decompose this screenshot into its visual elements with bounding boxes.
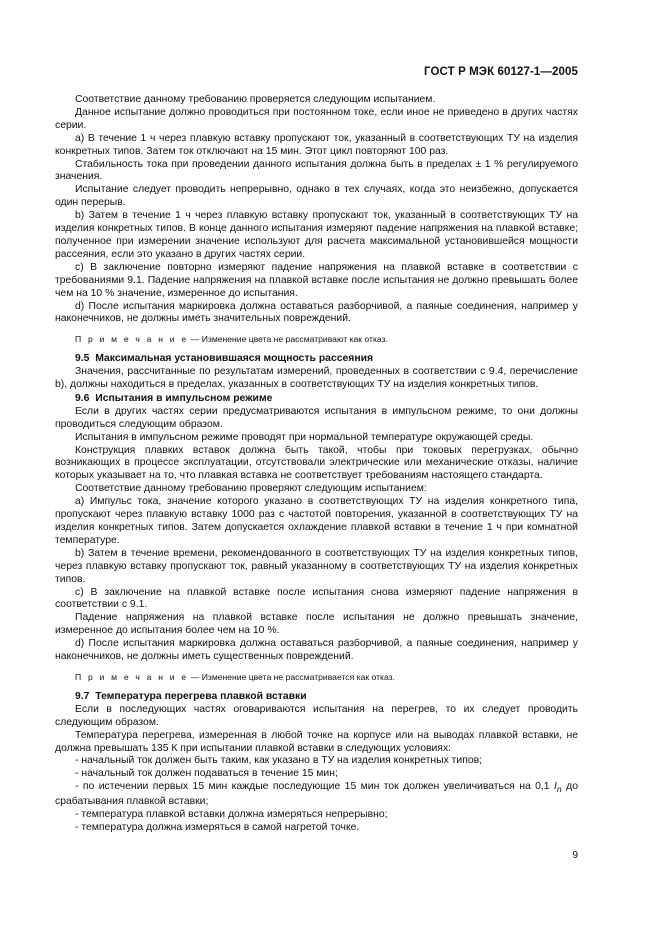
- paragraph: b) Затем в течение 1 ч через плавкую вставку пропускают ток, указанный в соответствующих ТУ на изделия конкретных типов. В конце данного испытания измеряют падение напряжения на плавкой вставке; полученное при измерении значение используют для расчета максимальной установившейся мощности рассеяния, если это указано в других частях серии.: [55, 210, 578, 260]
- current-symbol: I: [554, 781, 557, 793]
- section-heading: [55, 353, 578, 366]
- section-title: Температура перегрева плавкой вставки: [95, 690, 307, 702]
- paragraph: Испытания в импульсном режиме проводят при нормальной температуре окружающей среды.: [75, 431, 534, 443]
- paragraph: Если в других частях серии предусматриваются испытания в импульсном режиме, то они должны проводиться следующим образом.: [55, 405, 578, 430]
- section-heading: [55, 691, 578, 704]
- document-code-header: ГОСТ Р МЭК 60127-1—2005: [424, 66, 578, 78]
- paragraph: Падение напряжения на плавкой вставке после испытания не должно превышать значение, измеренное до испытания более чем на 10 %.: [55, 612, 578, 637]
- paragraph: b) Затем в течение времени, рекомендованного в соответствующих ТУ на изделия конкретных типов, через плавкую вставку пропускают ток, равный указанному в соответствующих ТУ на изделия конкретных типов.: [55, 547, 578, 585]
- list-item: - температура плавкой вставки должна измеряться непрерывно;: [75, 809, 388, 821]
- paragraph: Конструкция плавких вставок должна быть такой, чтобы при токовых перегрузках, обычно возникающих в процессе эксплуатации, отсутствовали электрические или механические отказы, наличие которых указывает на то, что плавкая вставка не соответствует требованиям настоящего стандарта.: [55, 444, 578, 482]
- paragraph: Соответствие данному требованию проверяется следующим испытанием.: [75, 94, 436, 105]
- list-item: - начальный ток должен подаваться в течение 15 мин;: [75, 768, 338, 780]
- section-number: 9.5: [75, 353, 90, 365]
- note-text: — Изменение цвета не рассматривается как отказ.: [190, 671, 395, 682]
- paragraph: Значения, рассчитанные по результатам измерений, проведенных в соответствии с 9.4, перечисление b), должны находиться в пределах, указанных в соответствующих ТУ на изделия конкретных типов.: [55, 366, 578, 391]
- current-subscript: n: [556, 784, 562, 795]
- section-title: Испытания в импульсном режиме: [95, 392, 273, 404]
- section-number: 9.6: [75, 392, 90, 404]
- paragraph: a) Импульс тока, значение которого указано в соответствующих ТУ на изделия конкретного типа, пропускают через плавкую вставку 1000 раз с частотой повторения, указанной в соответствующих ТУ на изделия конкретных типов. Затем допускается охлаждение плавкой вставки в течение 1 ч при комнатной температуре.: [55, 496, 578, 546]
- list-item: - температура должна измеряться в самой нагретой точке.: [75, 822, 360, 834]
- paragraph: Стабильность тока при проведении данного испытания должна быть в пределах ± 1 % регулируемого значения.: [55, 158, 578, 183]
- list-item: - начальный ток должен быть таким, как указано в ТУ на изделия конкретных типов;: [75, 755, 483, 767]
- note: [55, 333, 578, 346]
- section-title: Максимальная установившаяся мощность рассеяния: [95, 353, 374, 365]
- paragraph: Данное испытание должно проводиться при постоянном токе, если иное не приведено в других частях серии.: [55, 106, 578, 131]
- paragraph: Соответствие данному требованию проверяют следующим испытанием:: [75, 483, 427, 495]
- list-item: - по истечении первых 15 мин каждые последующие 15 мин ток должен увеличиваться на 0,1 $I_n$ до срабатывания плавкой вставки;: [55, 781, 578, 808]
- section-number: 9.7: [75, 690, 90, 702]
- page-number: 9: [572, 850, 578, 861]
- paragraph: Температура перегрева, измеренная в любой точке на корпусе или на выводах плавкой вставки, не должна превышать 135 К при испытании плавкой вставки в следующих условиях:: [55, 729, 578, 754]
- note: [55, 671, 578, 684]
- paragraph: d) После испытания маркировка должна оставаться разборчивой, а паяные соединения, например у наконечников, не должны иметь значительных повреждений.: [55, 300, 578, 325]
- document-body: [55, 94, 578, 835]
- paragraph: c) В заключение на плавкой вставке после испытания снова измеряют падение напряжения в соответствии с 9.1.: [55, 586, 578, 611]
- note-label: П р и м е ч а н и е: [75, 334, 189, 345]
- paragraph: d) После испытания маркировка должна оставаться разборчивой, а паяные соединения, например у наконечников, не должны иметь существенных повреждений.: [55, 638, 578, 663]
- paragraph: Если в последующих частях оговариваются испытания на перегрев, то их следует проводить следующим образом.: [55, 703, 578, 728]
- paragraph: c) В заключение повторно измеряют падение напряжения на плавкой вставке в соответствии с требованиями 9.1. Падение напряжения на плавкой вставке после испытания не должно превышать более чем на 10 % значение, измеренное до испытания.: [55, 261, 578, 299]
- note-label: П р и м е ч а н и е: [75, 671, 189, 682]
- paragraph: Испытание следует проводить непрерывно, однако в тех случаях, когда это неизбежно, допускается один перерыв.: [55, 184, 578, 209]
- note-text: — Изменение цвета не рассматривают как отказ.: [190, 334, 388, 345]
- paragraph: a) В течение 1 ч через плавкую вставку пропускают ток, указанный в соответствующих ТУ на изделия конкретных типов. Затем ток отключают на 15 мин. Этот цикл повторяют 100 раз.: [55, 132, 578, 157]
- section-heading: [55, 393, 578, 406]
